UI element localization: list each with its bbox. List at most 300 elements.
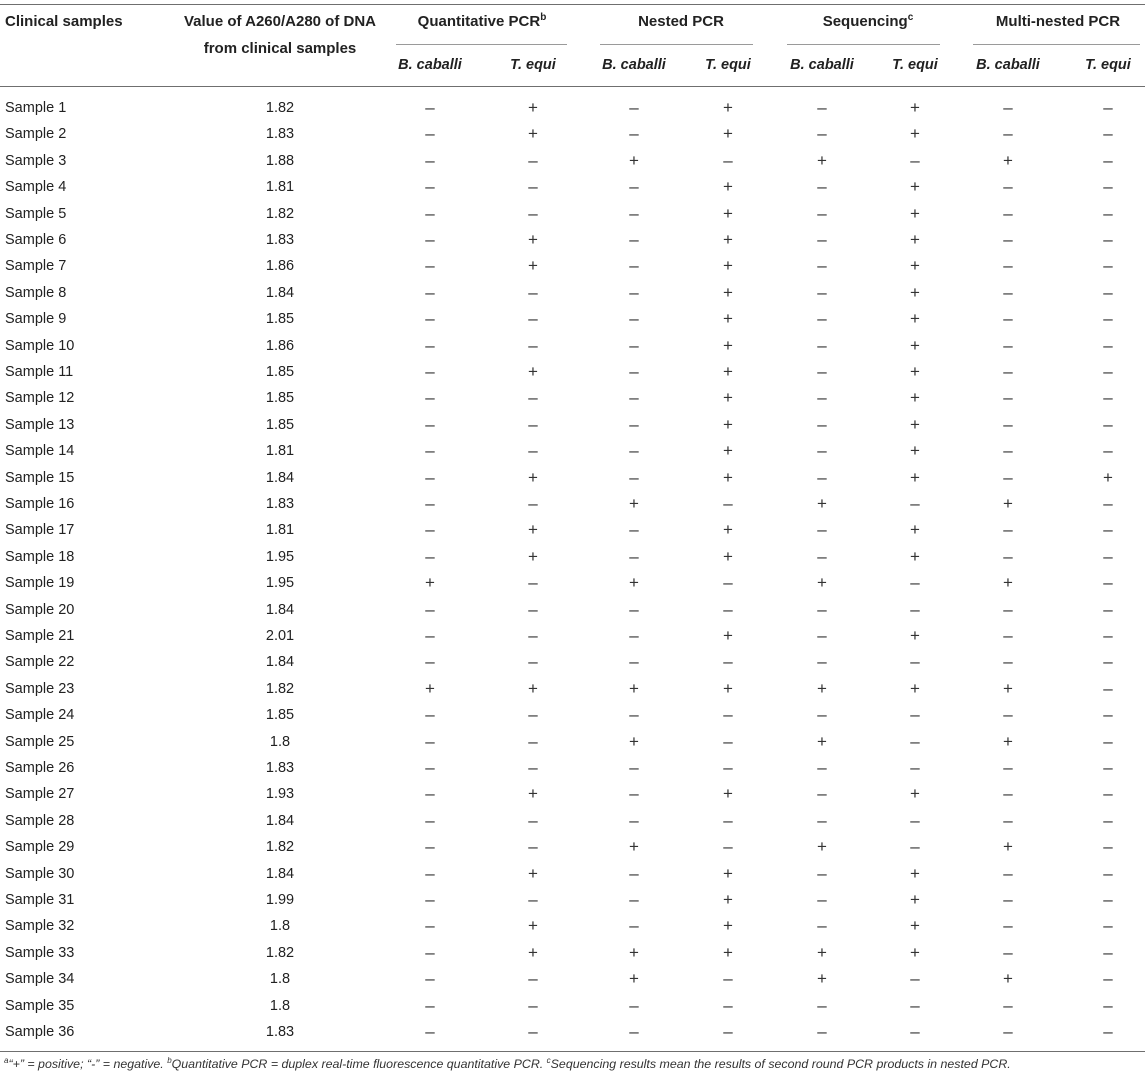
result-cell: + — [528, 784, 538, 804]
group-header-label: Nested PCR — [638, 13, 724, 30]
group-underline — [787, 44, 940, 45]
table-row — [0, 887, 1145, 913]
result-cell: – — [528, 810, 538, 830]
result-cell: – — [1103, 177, 1113, 197]
result-cell: – — [910, 995, 920, 1015]
result-cell: – — [1003, 599, 1013, 619]
table-row — [0, 755, 1145, 781]
result-cell: – — [528, 626, 538, 645]
a260-a280-value: 1.8 — [269, 997, 291, 1014]
result-cell: – — [629, 388, 639, 408]
sample-name: Sample 19 — [5, 575, 75, 592]
result-cell: – — [723, 837, 733, 857]
result-cell: – — [910, 150, 920, 170]
result-cell: – — [1103, 414, 1113, 434]
result-cell: + — [1003, 150, 1013, 170]
sample-name: Sample 18 — [5, 548, 75, 565]
result-cell: – — [1103, 150, 1113, 170]
table-row — [0, 359, 1145, 385]
result-cell: – — [817, 282, 827, 302]
result-cell: – — [723, 995, 733, 1015]
result-cell: + — [723, 784, 733, 804]
result-cell: – — [910, 731, 920, 751]
sample-name: Sample 13 — [5, 416, 75, 433]
result-cell: – — [817, 362, 827, 381]
result-cell: + — [629, 942, 639, 962]
result-cell: – — [1103, 599, 1113, 619]
table-row — [0, 174, 1145, 200]
subcolumn-header: T. equi — [705, 57, 751, 73]
result-cell: – — [817, 758, 827, 777]
result-cell: – — [425, 942, 435, 962]
table-row — [0, 702, 1145, 728]
result-cell: – — [528, 388, 538, 408]
sample-name: Sample 22 — [5, 654, 75, 671]
result-cell: – — [817, 520, 827, 540]
result-cell: – — [528, 309, 538, 329]
result-cell: – — [1003, 414, 1013, 434]
a260-a280-value: 1.88 — [265, 152, 295, 169]
result-cell: – — [425, 837, 435, 857]
result-cell: – — [629, 546, 639, 566]
result-cell: – — [817, 124, 827, 144]
result-cell: – — [528, 995, 538, 1015]
subcolumn-header: B. caballi — [790, 57, 854, 73]
a260-a280-value: 1.85 — [265, 416, 295, 433]
result-cell: + — [528, 362, 538, 381]
table-row — [0, 913, 1145, 939]
result-cell: + — [910, 863, 920, 883]
table-row — [0, 1019, 1145, 1045]
result-cell: – — [425, 995, 435, 1015]
result-cell: – — [1003, 177, 1013, 197]
result-cell: – — [1103, 309, 1113, 329]
result-cell: – — [1103, 124, 1113, 144]
result-cell: – — [1003, 1022, 1013, 1041]
result-cell: – — [1003, 520, 1013, 540]
result-cell: + — [723, 467, 733, 487]
result-cell: – — [910, 810, 920, 830]
group-underline — [396, 44, 567, 45]
result-cell: – — [425, 124, 435, 144]
result-cell: – — [1003, 203, 1013, 223]
result-cell: + — [425, 573, 435, 593]
result-cell: – — [1003, 467, 1013, 487]
result-cell: – — [425, 705, 435, 725]
sample-name: Sample 1 — [5, 100, 67, 116]
result-cell: + — [723, 203, 733, 223]
result-cell: + — [723, 441, 733, 461]
table-row — [0, 623, 1145, 649]
result-cell: – — [1103, 705, 1113, 725]
sample-name: Sample 29 — [5, 839, 75, 856]
result-cell: – — [425, 388, 435, 408]
result-cell: – — [425, 150, 435, 170]
result-cell: + — [528, 546, 538, 566]
result-cell: – — [1103, 969, 1113, 989]
result-cell: – — [425, 546, 435, 566]
result-cell: + — [910, 414, 920, 434]
table-row — [0, 544, 1145, 570]
result-cell: – — [528, 335, 538, 355]
table-row — [0, 781, 1145, 807]
result-cell: – — [425, 599, 435, 619]
footnote-b-text: Quantitative PCR = duplex real-time fluorescence quantitative PCR. — [171, 1057, 544, 1071]
result-cell: + — [817, 731, 827, 751]
result-cell: + — [910, 784, 920, 804]
result-cell: – — [910, 837, 920, 857]
table-row — [0, 993, 1145, 1019]
result-cell: + — [723, 863, 733, 883]
result-cell: + — [528, 863, 538, 883]
header-value-line2: from clinical samples — [203, 40, 357, 57]
result-cell: – — [1103, 626, 1113, 645]
result-cell: – — [910, 758, 920, 777]
result-cell: – — [528, 494, 538, 513]
result-cell: – — [1103, 546, 1113, 566]
table-row — [0, 570, 1145, 596]
group-header-label: Quantitative PCR — [417, 13, 541, 30]
result-cell: – — [817, 546, 827, 566]
result-cell: + — [723, 335, 733, 355]
result-cell: – — [425, 414, 435, 434]
result-cell: – — [910, 652, 920, 672]
result-cell: – — [528, 441, 538, 461]
a260-a280-value: 1.86 — [265, 337, 295, 354]
table-row — [0, 676, 1145, 702]
result-cell: – — [723, 810, 733, 830]
sample-name: Sample 20 — [5, 601, 75, 618]
table-row — [0, 253, 1145, 279]
result-cell: + — [817, 969, 827, 989]
table-row — [0, 861, 1145, 887]
result-cell: – — [1003, 942, 1013, 962]
a260-a280-value: 1.95 — [265, 575, 295, 592]
result-cell: + — [723, 230, 733, 249]
a260-a280-value: 1.81 — [265, 179, 295, 196]
sample-name: Sample 6 — [5, 232, 67, 248]
result-cell: – — [629, 441, 639, 461]
table-bottom-rule — [0, 1051, 1145, 1052]
result-cell: – — [1003, 335, 1013, 355]
result-cell: – — [817, 784, 827, 804]
header-clinical-samples: Clinical samples — [5, 13, 123, 30]
result-cell: – — [629, 758, 639, 777]
sample-name: Sample 25 — [5, 733, 75, 750]
footnote-c-mark: c — [546, 1056, 551, 1065]
result-cell: – — [817, 256, 827, 276]
result-cell: – — [629, 230, 639, 249]
result-cell: + — [629, 969, 639, 989]
result-cell: – — [723, 599, 733, 619]
result-cell: – — [528, 177, 538, 197]
footnote-c-text: Sequencing results mean the results of second round PCR products in nested PCR. — [550, 1057, 1011, 1071]
result-cell: – — [1003, 362, 1013, 381]
result-cell: – — [1103, 916, 1113, 936]
sample-name: Sample 34 — [5, 971, 75, 988]
result-cell: – — [528, 150, 538, 170]
sample-name: Sample 21 — [5, 628, 75, 644]
sample-name: Sample 8 — [5, 284, 67, 301]
result-cell: + — [629, 731, 639, 751]
table-row — [0, 95, 1145, 121]
result-cell: – — [629, 177, 639, 197]
group-underline — [600, 44, 753, 45]
sample-name: Sample 14 — [5, 443, 75, 460]
result-cell: + — [528, 520, 538, 540]
result-cell: – — [1103, 494, 1113, 513]
sample-name: Sample 32 — [5, 918, 75, 935]
result-cell: + — [723, 256, 733, 276]
result-cell: – — [817, 810, 827, 830]
sample-name: Sample 17 — [5, 522, 75, 539]
result-cell: – — [425, 520, 435, 540]
result-cell: + — [910, 467, 920, 487]
result-cell: – — [817, 177, 827, 197]
group-header — [581, 9, 781, 34]
a260-a280-value: 1.83 — [265, 760, 295, 776]
table-top-rule — [0, 4, 1145, 5]
sample-name: Sample 26 — [5, 760, 75, 776]
result-cell: – — [425, 810, 435, 830]
result-cell: – — [528, 890, 538, 909]
result-cell: – — [528, 573, 538, 593]
result-cell: – — [817, 863, 827, 883]
result-cell: – — [629, 599, 639, 619]
result-cell: – — [723, 494, 733, 513]
result-cell: – — [629, 1022, 639, 1041]
result-cell: – — [1103, 784, 1113, 804]
result-cell: – — [910, 705, 920, 725]
result-cell: + — [723, 414, 733, 434]
result-cell: – — [425, 309, 435, 329]
result-cell: – — [817, 995, 827, 1015]
group-header-sup: b — [540, 12, 547, 23]
result-cell: + — [1003, 969, 1013, 989]
group-header — [382, 9, 582, 34]
result-cell: – — [817, 414, 827, 434]
result-cell: + — [817, 150, 827, 170]
result-cell: – — [629, 362, 639, 381]
a260-a280-value: 1.82 — [265, 205, 295, 222]
result-cell: + — [723, 124, 733, 144]
result-cell: – — [629, 916, 639, 936]
result-cell: + — [1003, 678, 1013, 698]
result-cell: – — [528, 731, 538, 751]
result-cell: – — [723, 1022, 733, 1041]
result-cell: – — [1103, 863, 1113, 883]
result-cell: – — [817, 705, 827, 725]
sample-name: Sample 27 — [5, 786, 75, 803]
header-bottom-rule — [0, 86, 1145, 87]
result-cell: – — [425, 916, 435, 936]
result-cell: – — [629, 890, 639, 909]
table-row — [0, 729, 1145, 755]
result-cell: – — [1103, 230, 1113, 249]
result-cell: – — [1103, 758, 1113, 777]
result-cell: – — [817, 309, 827, 329]
result-cell: + — [1003, 837, 1013, 857]
result-cell: – — [629, 335, 639, 355]
result-cell: – — [425, 230, 435, 249]
result-cell: – — [1103, 282, 1113, 302]
result-cell: – — [629, 414, 639, 434]
result-cell: + — [723, 309, 733, 329]
result-cell: – — [817, 441, 827, 461]
result-cell: – — [723, 969, 733, 989]
result-cell: + — [528, 467, 538, 487]
a260-a280-value: 1.8 — [269, 733, 291, 750]
a260-a280-value: 1.8 — [269, 971, 291, 988]
a260-a280-value: 1.83 — [265, 1024, 295, 1040]
result-cell: – — [1103, 731, 1113, 751]
result-cell: + — [1103, 467, 1113, 487]
subcolumn-header: B. caballi — [976, 57, 1040, 73]
result-cell: – — [1103, 573, 1113, 593]
a260-a280-value: 1.82 — [265, 839, 295, 856]
table-row — [0, 465, 1145, 491]
a260-a280-value: 1.84 — [265, 284, 295, 301]
result-cell: – — [817, 652, 827, 672]
result-cell: – — [528, 414, 538, 434]
result-cell: – — [1103, 942, 1113, 962]
group-underline — [973, 44, 1140, 45]
table-row — [0, 808, 1145, 834]
sample-name: Sample 2 — [5, 126, 67, 143]
sample-name: Sample 31 — [5, 892, 75, 908]
result-cell: – — [1003, 758, 1013, 777]
result-cell: + — [817, 678, 827, 698]
result-cell: – — [817, 626, 827, 645]
result-cell: – — [425, 362, 435, 381]
a260-a280-value: 1.85 — [265, 311, 295, 328]
result-cell: + — [910, 335, 920, 355]
result-cell: – — [425, 467, 435, 487]
result-cell: + — [723, 362, 733, 381]
sample-name: Sample 23 — [5, 680, 75, 697]
result-cell: + — [910, 546, 920, 566]
result-cell: – — [910, 969, 920, 989]
result-cell: + — [723, 916, 733, 936]
result-cell: – — [1103, 256, 1113, 276]
result-cell: + — [910, 282, 920, 302]
a260-a280-value: 1.83 — [265, 126, 295, 143]
result-cell: – — [425, 1022, 435, 1041]
result-cell: – — [817, 98, 827, 117]
result-cell: + — [910, 890, 920, 909]
sample-name: Sample 30 — [5, 865, 75, 882]
result-cell: + — [910, 309, 920, 329]
a260-a280-value: 1.86 — [265, 258, 295, 275]
result-cell: – — [629, 124, 639, 144]
result-cell: – — [1003, 256, 1013, 276]
sample-name: Sample 28 — [5, 812, 75, 829]
result-cell: – — [1003, 98, 1013, 117]
group-header — [768, 9, 968, 34]
group-header-label: Sequencing — [822, 13, 908, 30]
sample-name: Sample 36 — [5, 1024, 75, 1040]
result-cell: + — [723, 678, 733, 698]
sample-name: Sample 11 — [5, 364, 74, 380]
table-row — [0, 940, 1145, 966]
result-cell: – — [1003, 626, 1013, 645]
result-cell: – — [817, 203, 827, 223]
result-cell: – — [1103, 652, 1113, 672]
result-cell: – — [1003, 388, 1013, 408]
sample-name: Sample 4 — [5, 179, 67, 196]
result-cell: – — [425, 98, 435, 117]
result-cell: – — [1003, 230, 1013, 249]
sample-name: Sample 3 — [5, 152, 67, 169]
result-cell: – — [1003, 124, 1013, 144]
a260-a280-value: 2.01 — [265, 628, 295, 644]
group-header-label: Multi-nested PCR — [995, 13, 1121, 30]
result-cell: + — [528, 942, 538, 962]
a260-a280-value: 1.84 — [265, 812, 295, 829]
result-cell: + — [629, 678, 639, 698]
result-cell: – — [1103, 388, 1113, 408]
result-cell: + — [910, 678, 920, 698]
result-cell: – — [425, 203, 435, 223]
a260-a280-value: 1.85 — [265, 390, 295, 407]
result-cell: – — [723, 758, 733, 777]
result-cell: – — [629, 626, 639, 645]
footnote-b-mark: b — [167, 1056, 172, 1065]
result-cell: + — [723, 520, 733, 540]
result-cell: + — [910, 98, 920, 117]
table-row — [0, 148, 1145, 174]
result-cell: + — [528, 230, 538, 249]
result-cell: + — [723, 626, 733, 645]
result-cell: – — [528, 969, 538, 989]
table-row — [0, 227, 1145, 253]
result-cell: – — [1003, 810, 1013, 830]
a260-a280-value: 1.93 — [265, 786, 295, 803]
a260-a280-value: 1.99 — [265, 892, 295, 908]
result-cell: – — [1103, 441, 1113, 461]
subcolumn-header: T. equi — [1085, 57, 1131, 73]
result-cell: – — [1003, 916, 1013, 936]
result-cell: – — [425, 177, 435, 197]
result-cell: – — [1103, 837, 1113, 857]
result-cell: + — [817, 837, 827, 857]
sample-name: Sample 33 — [5, 944, 75, 961]
table-row — [0, 201, 1145, 227]
result-cell: + — [910, 441, 920, 461]
group-header — [958, 9, 1145, 34]
result-cell: – — [1103, 520, 1113, 540]
table-row — [0, 412, 1145, 438]
result-cell: – — [1103, 335, 1113, 355]
result-cell: – — [1003, 546, 1013, 566]
result-cell: + — [723, 177, 733, 197]
result-cell: – — [629, 863, 639, 883]
result-cell: – — [1003, 282, 1013, 302]
a260-a280-value: 1.82 — [265, 100, 295, 116]
a260-a280-value: 1.83 — [265, 232, 295, 248]
a260-a280-value: 1.95 — [265, 548, 295, 565]
result-cell: – — [910, 1022, 920, 1041]
sample-name: Sample 35 — [5, 997, 75, 1014]
result-cell: – — [629, 995, 639, 1015]
result-cell: + — [817, 942, 827, 962]
table-row — [0, 966, 1145, 992]
result-cell: – — [1103, 203, 1113, 223]
table-row — [0, 517, 1145, 543]
result-cell: – — [1003, 784, 1013, 804]
result-cell: – — [528, 652, 538, 672]
result-cell: – — [817, 230, 827, 249]
